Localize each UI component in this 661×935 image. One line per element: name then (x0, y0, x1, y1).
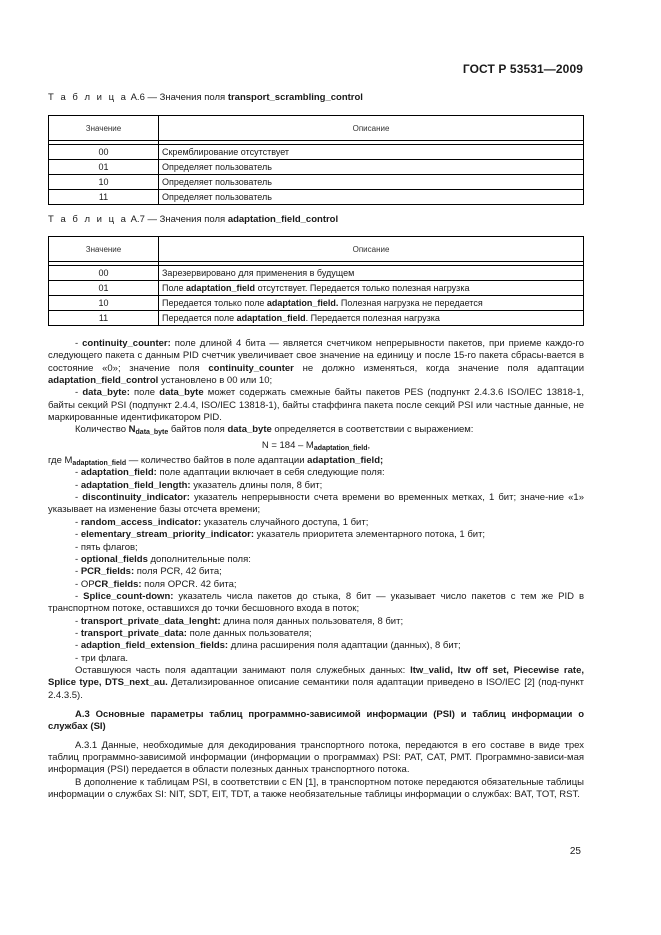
list-item: - пять флагов; (75, 541, 138, 553)
list-item: - random_access_indicator: указатель случайного доступа, 1 бит; (75, 516, 369, 528)
list-item: - transport_private_data: поле данных пользователя; (75, 627, 312, 639)
table-row: 11 Определяет пользователь (49, 190, 584, 205)
table-row: 10 Определяет пользователь (49, 175, 584, 190)
list-item: - adaptation_field: поле адаптации включает в себя следующие поля: (75, 467, 385, 479)
page-number: 25 (569, 846, 581, 857)
list-item: - три флага. (75, 652, 129, 664)
list-item: - optional_fields дополнительные поля: (75, 553, 251, 565)
paragraph-continuity-counter: - continuity_counter: поле длиной 4 бита — является счетчиком непрерывности пакетов, при приеме каждо-го следующего пакета с данным PID счетчик увеличивает свое значение на единицу и после 15-го пакета сбрасы-вается в состояние «0»; значение поля continuity_counter не должно изменяться, когда значение поля адаптации adaptation_field_control установлено в 00 или 10; (48, 338, 585, 387)
table-row: 01 Определяет пользователь (49, 160, 584, 175)
paragraph-a31: А.3.1 Данные, необходимые для декодирования транспортного потока, передаются в его составе в виде трех таблиц программно-зависимой информации (информации о программах) PSI: PAT, CAT, PMT. Программно-зависи-мая информация (PSI) передается в области полезных данных транспортного потока. (48, 739, 584, 776)
table-row: 11 Передается поле adaptation_field. Передается полезная нагрузка (49, 311, 584, 326)
table-row: 10 Передается только поле adaptation_field. Полезная нагрузка не передается (49, 296, 584, 311)
table-a6-col-value: Значение (49, 116, 159, 141)
table-a6-col-desc: Описание (159, 116, 584, 141)
table-row: 00 Скремблирование отсутствует (49, 145, 584, 160)
list-item: - elementary_stream_priority_indicator: указатель приоритета элементарного потока, 1 бит; (75, 529, 486, 541)
paragraph-where: где $M_{adaptation\_field}$ — количество байтов в поле адаптации adaptation_field; (48, 455, 384, 468)
list-item: - OPCR_fields: поля OPCR. 42 бита; (75, 578, 237, 590)
table-a7-col-desc: Описание (159, 237, 584, 262)
list-item: - Splice_count-down: указатель числа пакетов до стыка, 8 бит — указывает число пакетов с тем же PID в транспортном потоке, оставшихся до точки бесшовного входа в поток; (48, 590, 585, 615)
table-a7-col-value: Значение (49, 237, 159, 262)
table-a6 (48, 115, 584, 205)
table-a7-caption: Т а б л и ц а А.7 — Значения поля adaptation_field_control (48, 214, 339, 225)
paragraph-rest: Оставшуюся часть поля адаптации занимают поля служебных данных: ltw_valid, ltw off set, Piecewise rate, Splice type, DTS_next_au. Детализированное описание семантики поля адаптации приведено в ISO/IEC [2] (под-пункт 2.4.3.5). (48, 664, 584, 701)
list-item: - PCR_fields: поля PCR, 42 бита; (75, 566, 222, 578)
body-text (48, 338, 584, 801)
section-title: А.3 Основные параметры таблиц программно-зависимой информации (PSI) и таблиц информации о службах (SI) (48, 708, 584, 733)
table-a6-caption: Т а б л и ц а А.6 — Значения поля transport_scrambling_control (48, 92, 363, 103)
paragraph-data-byte: - data_byte: поле data_byte может содержать смежные байты пакетов PES (подпункт 2.4.3.6 ISO/IEC 13818-1, байты секций PSI (подпункт 2.4.4, ISO/IEC 13818-1), байты стаффинга пакета после секций PSI или частные данные, не маркированные идентификатором PID. (48, 387, 585, 424)
document-header: ГОСТ Р 53531—2009 (462, 62, 583, 76)
list-item: - adaption_field_extension_fields: длина расширения поля адаптации (данных), 8 бит; (75, 640, 461, 652)
list-item: - discontinuity_indicator: указатель непрерывности счета времени во временных метках, 1 бит; значе-ние «1» указывает на изменение базы отсчета времени; (48, 492, 584, 516)
list-item: - transport_private_data_lenght: длина поля данных пользователя, 8 бит; (75, 615, 404, 627)
paragraph-addition: В дополнение к таблицам PSI, в соответствии с EN [1], в транспортном потоке передаются обязательные таблицы информации о службах SI: NIT, SDT, EIT, TDT, а также необязательные таблицы информации о службах: BAT, TOT, RST. (48, 776, 584, 801)
list-item: - adaptation_field_length: указатель длины поля, 8 бит; (75, 479, 323, 491)
table-row: 01 Поле adaptation_field отсутствует. Передается только полезная нагрузка (49, 281, 584, 296)
paragraph-quantity: Количество $N_{data\_byte}$ байтов поля data_byte определяется в соответствии с выражением: (75, 424, 474, 437)
formula: $N = 184 - M_{adaptation\_field}$, (261, 439, 371, 452)
table-a7 (48, 236, 584, 326)
table-row: 00 Зарезервировано для применения в будущем (49, 266, 584, 281)
